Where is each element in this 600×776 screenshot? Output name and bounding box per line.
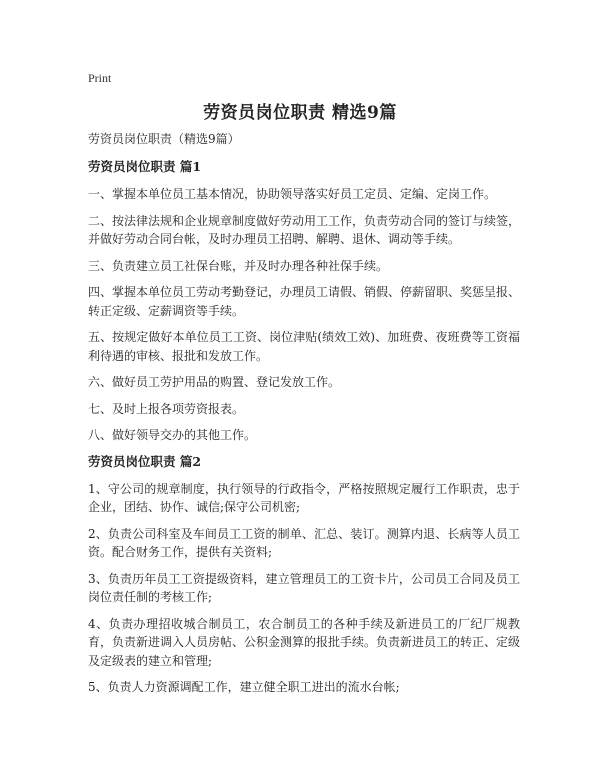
paragraph: 2、负责公司科室及车间员工工资的制单、汇总、装订。测算内退、长病等人员工资。配合财务工作，提供有关资料; <box>88 526 520 559</box>
document-subtitle: 劳资员岗位职责（精选9篇） <box>88 132 240 146</box>
section-1 <box>88 158 520 445</box>
section-2 <box>88 453 520 697</box>
page-title: 劳资员岗位职责 精选9篇 <box>203 103 397 123</box>
paragraph: 5、负责人力资源调配工作，建立健全职工进出的流水台帐; <box>88 680 400 694</box>
print-label: Print <box>88 71 112 85</box>
section-heading: 劳资员岗位职责 篇2 <box>88 453 202 469</box>
paragraph: 四、掌握本单位员工劳动考勤登记，办理员工请假、销假、停薪留职、奖惩呈报、转正定级、定薪调资等手续。 <box>88 285 521 318</box>
paragraph: 1、守公司的规章制度，执行领导的行政指令，严格按照规定履行工作职责，忠于企业，团结、协作、诚信;保守公司机密; <box>88 481 520 514</box>
paragraph: 八、做好领导交办的其他工作。 <box>88 428 257 442</box>
paragraph: 三、负责建立员工社保台账，并及时办理各种社保手续。 <box>88 258 389 273</box>
paragraph: 七、及时上报各项劳资报表。 <box>88 401 245 416</box>
paragraph: 3、负责历年员工工资提级资料，建立管理员工的工资卡片，公司员工合同及员工岗位责任制的考核工作; <box>88 571 520 604</box>
paragraph: 一、掌握本单位员工基本情况，协助领导落实好员工定员、定编、定岗工作。 <box>88 187 497 201</box>
paragraph: 五、按规定做好本单位员工工资、岗位津贴(绩效工效)、加班费、夜班费等工资福利待遇的审核、报批和发放工作。 <box>88 330 520 363</box>
paragraph: 六、做好员工劳护用品的购置、登记发放工作。 <box>88 375 341 389</box>
document-body <box>88 130 520 705</box>
paragraph: 4、负责办理招收城合制员工，农合制员工的各种手续及新进员工的厂纪厂规教育，负责新进调入人员房帖、公积金测算的报批手续。负责新进员工的转正、定级及定级表的建立和管理; <box>88 616 521 668</box>
paragraph: 二、按法律法规和企业规章制度做好劳动用工工作，负责劳动合同的签订与续签，并做好劳动合同台帐，及时办理员工招聘、解聘、退休、调动等手续。 <box>88 213 521 246</box>
section-heading: 劳资员岗位职责 篇1 <box>88 159 202 174</box>
